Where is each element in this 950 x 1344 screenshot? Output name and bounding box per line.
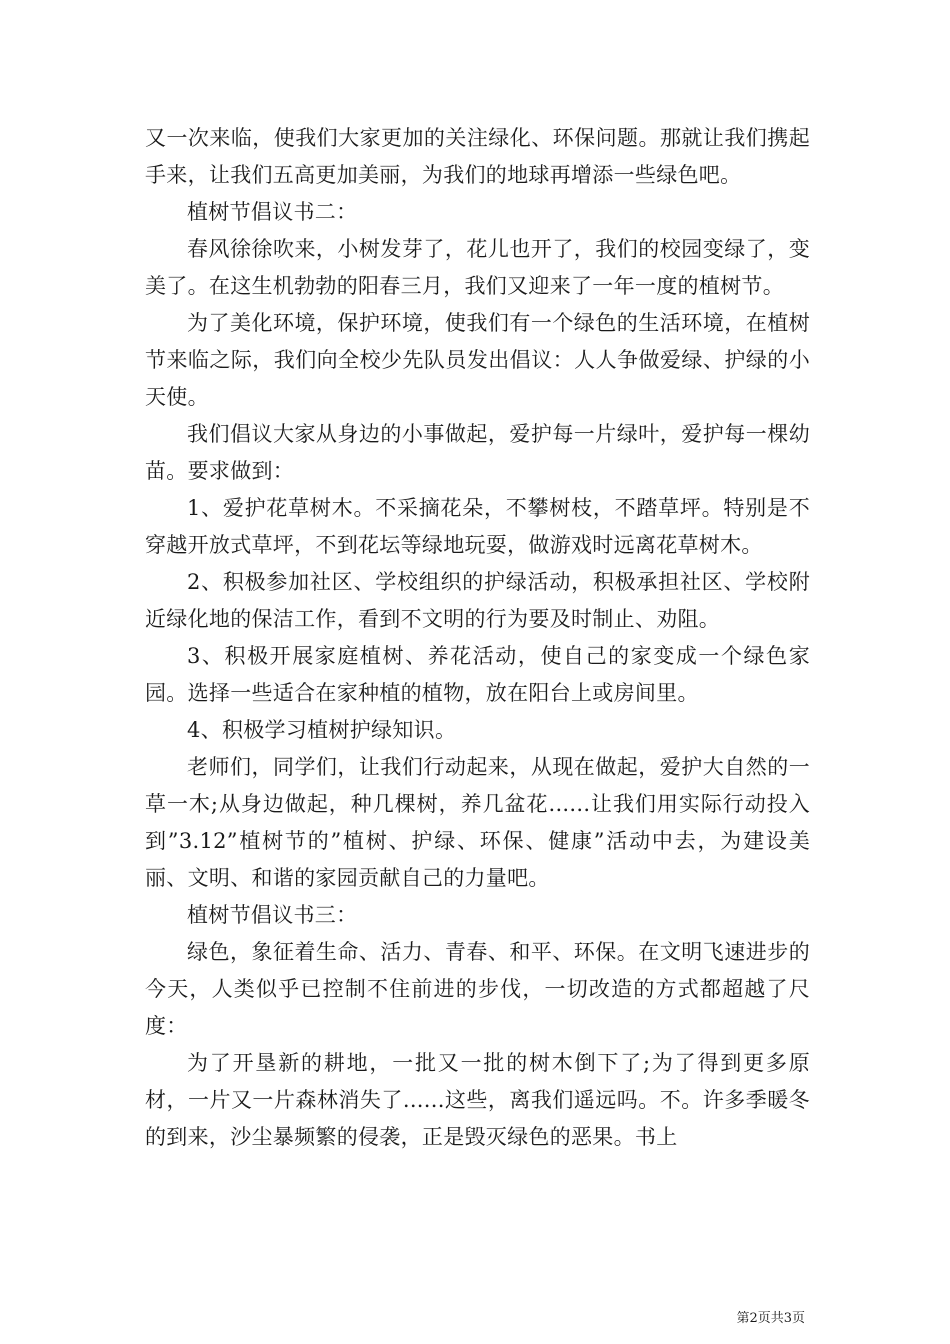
list-item: 1、爱护花草树木。不采摘花朵，不攀树枝，不踏草坪。特别是不穿越开放式草坪，不到花坛等绿地玩耍，做游戏时远离花草树木。 [145, 496, 810, 557]
paragraph: 老师们，同学们，让我们行动起来，从现在做起，爱护大自然的一草一木;从身边做起，种几棵树，养几盆花......让我们用实际行动投入到”3.12”植树节的”植树、护绿、环保、健康”活动中去，为建设美丽、文明、和谐的家园贡献自己的力量吧。 [145, 755, 810, 890]
page-number: 第2页共3页 [736, 1311, 805, 1326]
list-item: 3、积极开展家庭植树、养花活动，使自己的家变成一个绿色家园。选择一些适合在家种植的植物，放在阳台上或房间里。 [145, 644, 810, 705]
paragraph: 我们倡议大家从身边的小事做起，爱护每一片绿叶，爱护每一棵幼苗。要求做到： [145, 422, 810, 483]
paragraph: 绿色，象征着生命、活力、青春、和平、环保。在文明飞速进步的今天，人类似乎已控制不住前进的步伐，一切改造的方式都超越了尺度： [145, 940, 810, 1038]
paragraph: 又一次来临，使我们大家更加的关注绿化、环保问题。那就让我们携起手来，让我们五高更加美丽，为我们的地球再增添一些绿色吧。 [145, 126, 810, 187]
section-heading: 植树节倡议书三： [187, 903, 358, 927]
list-item: 2、积极参加社区、学校组织的护绿活动，积极承担社区、学校附近绿化地的保洁工作，看到不文明的行为要及时制止、劝阻。 [145, 570, 810, 631]
document-body [145, 120, 810, 1156]
section-heading: 植树节倡议书二： [187, 200, 358, 224]
paragraph: 为了美化环境，保护环境，使我们有一个绿色的生活环境，在植树节来临之际，我们向全校少先队员发出倡议：人人争做爱绿、护绿的小天使。 [145, 311, 810, 409]
paragraph: 为了开垦新的耕地，一批又一批的树木倒下了;为了得到更多原材，一片又一片森林消失了......这些，离我们遥远吗。不。许多季暖冬的到来，沙尘暴频繁的侵袭，正是毁灭绿色的恶果。书上 [145, 1051, 810, 1149]
list-item: 4、积极学习植树护绿知识。 [187, 718, 457, 742]
paragraph: 春风徐徐吹来，小树发芽了，花儿也开了，我们的校园变绿了，变美了。在这生机勃勃的阳春三月，我们又迎来了一年一度的植树节。 [145, 237, 810, 298]
